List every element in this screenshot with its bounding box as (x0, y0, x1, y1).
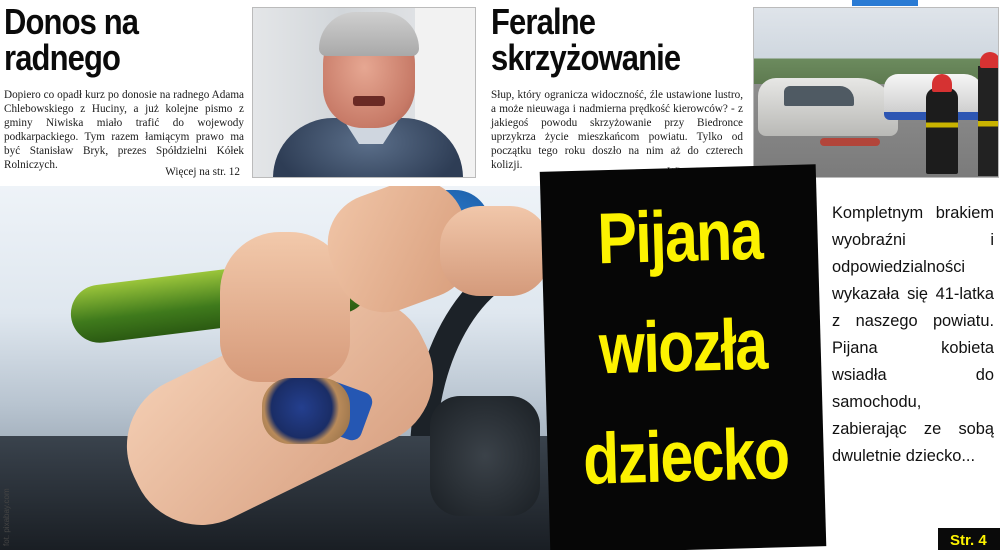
main-cover-photo (0, 186, 552, 550)
accent-tab (852, 0, 918, 6)
story1-title-line1: Donos na (4, 1, 139, 42)
story1-more-link[interactable]: Więcej na str. 12 (165, 166, 240, 178)
main-story-lead: Kompletnym brakiem wyobraźni i odpowiedzialności wykazała się 41-latka z naszego powiatu. Pijana kobieta wsiadła do samochodu, zabierając ze sobą dwuletnie dziecko... (832, 204, 994, 465)
story2-title[interactable] (491, 1, 681, 78)
story1-title[interactable] (4, 1, 139, 78)
story1-title-line2: radnego (4, 37, 121, 78)
page-ref-badge[interactable]: Str. 4 (938, 528, 1000, 550)
main-headline-line2: wiozła (597, 304, 768, 390)
story2-teaser: Słup, który ogranicza widoczność, źle ustawione lustro, a może nieuwaga i nadmierna prędkość kierowców? - z jakiegoś powodu skrzyżowanie przy Biedronce uprzykrza życie mieszkańcom powiatu. Tylko od początku tego roku doszło na nim aż do czterech kolizji. (491, 89, 743, 171)
main-headline-line3: dziecko (582, 414, 790, 500)
main-headline (540, 178, 825, 516)
main-headline-line1: Pijana (596, 194, 763, 280)
story1-teaser: Dopiero co opadł kurz po donosie na radnego Adama Chlebowskiego z Huciny, a już kolejne pismo z gminy Niwiska miało trafić do wojewody podkarpackiego. Tym razem łamiącym prawo ma być Stanisław Bryk, prezes Spółdzielni Kółek Rolniczych. (4, 89, 244, 171)
story1-portrait-photo (252, 7, 476, 178)
story2-title-line2: skrzyżowanie (491, 37, 681, 78)
story2-title-line1: Feralne (491, 1, 596, 42)
story2-accident-photo (753, 7, 999, 178)
photo-credit: fot. pixabay.com (2, 488, 11, 546)
wristwatch (262, 378, 350, 444)
main-headline-box[interactable] (540, 164, 827, 550)
